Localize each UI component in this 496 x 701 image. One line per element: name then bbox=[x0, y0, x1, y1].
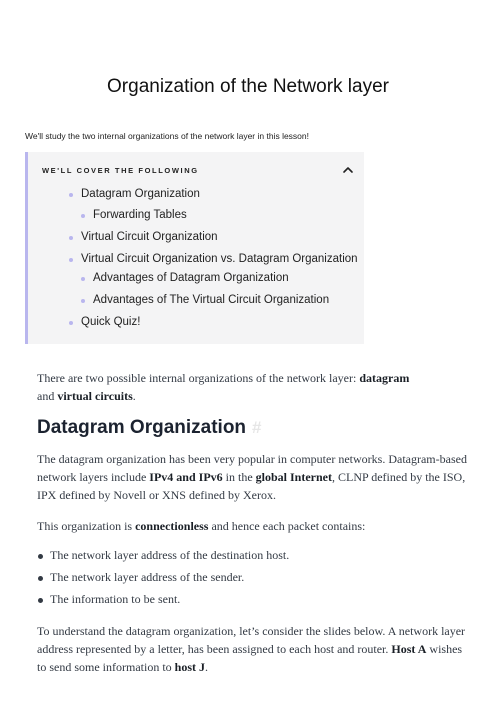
bullet-dot bbox=[69, 258, 73, 262]
chevron-up-icon[interactable] bbox=[341, 163, 355, 177]
toc-item-label: Forwarding Tables bbox=[93, 209, 187, 221]
bold-term: datagram bbox=[359, 371, 410, 385]
bullet-dot bbox=[38, 598, 43, 603]
heading-text: Datagram Organization bbox=[37, 417, 247, 438]
toc-item-forwarding-tables[interactable] bbox=[93, 209, 187, 221]
text-span: and hence each packet contains: bbox=[208, 519, 366, 533]
list-item-text: The network layer address of the sender. bbox=[50, 570, 245, 584]
bold-term: IPv4 and IPv6 bbox=[149, 470, 223, 484]
paragraph-2 bbox=[37, 517, 467, 535]
bold-term: virtual circuits bbox=[57, 389, 133, 403]
toc-item-label: Virtual Circuit Organization bbox=[81, 231, 218, 243]
bullet-dot bbox=[38, 554, 43, 559]
text-span: and bbox=[37, 389, 58, 403]
toc-item-datagram-organization[interactable] bbox=[81, 188, 200, 200]
bullet-dot bbox=[81, 214, 85, 218]
list-item bbox=[50, 592, 180, 607]
bold-term: global Internet bbox=[255, 470, 332, 484]
toc-item-quick-quiz[interactable] bbox=[81, 316, 140, 328]
paragraph-3 bbox=[37, 622, 467, 676]
lesson-subtitle: We'll study the two internal organizations of the network layer in this lesson! bbox=[25, 131, 309, 141]
text-span: The datagram organization has been very popular in computer networks. Datagram-based network layers include bbox=[37, 452, 467, 484]
bullet-dot bbox=[81, 277, 85, 281]
text-span: , CLNP defined by the ISO, IPX defined by Novell or XNS defined by Xerox. bbox=[37, 470, 466, 502]
anchor-link[interactable]: # bbox=[252, 418, 262, 437]
toc-item-virtual-circuit-organization[interactable] bbox=[81, 231, 218, 243]
list-item bbox=[50, 548, 289, 563]
bullet-dot bbox=[69, 321, 73, 325]
bold-term: host J bbox=[174, 660, 205, 674]
paragraph-1 bbox=[37, 450, 467, 504]
toc-item-advantages-virtual-circuit[interactable] bbox=[93, 294, 329, 306]
list-item-text: The information to be sent. bbox=[50, 592, 181, 606]
bullet-dot bbox=[69, 193, 73, 197]
text-span: . bbox=[205, 660, 208, 674]
text-span: in the bbox=[222, 470, 256, 484]
toc-item-label: Advantages of Datagram Organization bbox=[93, 272, 289, 284]
toc-item-label: Virtual Circuit Organization vs. Datagram Organization bbox=[81, 253, 358, 265]
intro-paragraph bbox=[37, 369, 467, 405]
toc-item-advantages-datagram[interactable] bbox=[93, 272, 289, 284]
toc-item-vc-vs-datagram[interactable] bbox=[81, 253, 358, 265]
table-of-contents bbox=[25, 152, 364, 344]
text-span: wishes to send some information to bbox=[37, 642, 463, 674]
page-title: Organization of the Network layer bbox=[107, 76, 389, 97]
bold-term: Host A bbox=[391, 642, 427, 656]
text-span: . bbox=[132, 389, 136, 403]
text-span: To understand the datagram organization, let’s consider the slides below. A network layer address represented by a letter, has been assigned to each host and router. bbox=[37, 624, 466, 656]
bullet-dot bbox=[81, 299, 85, 303]
section-heading bbox=[37, 417, 262, 439]
toc-header: WE'LL COVER THE FOLLOWING bbox=[42, 166, 199, 175]
list-item bbox=[50, 570, 244, 585]
bullet-dot bbox=[38, 576, 43, 581]
toc-item-label: Quick Quiz! bbox=[81, 316, 141, 328]
text-span: This organization is bbox=[37, 519, 136, 533]
bold-term: connectionless bbox=[135, 519, 209, 533]
toc-item-label: Advantages of The Virtual Circuit Organization bbox=[93, 294, 330, 306]
list-item-text: The network layer address of the destination host. bbox=[50, 548, 290, 562]
bullet-dot bbox=[69, 236, 73, 240]
toc-item-label: Datagram Organization bbox=[81, 188, 200, 200]
text-span: There are two possible internal organizations of the network layer: bbox=[37, 371, 360, 385]
